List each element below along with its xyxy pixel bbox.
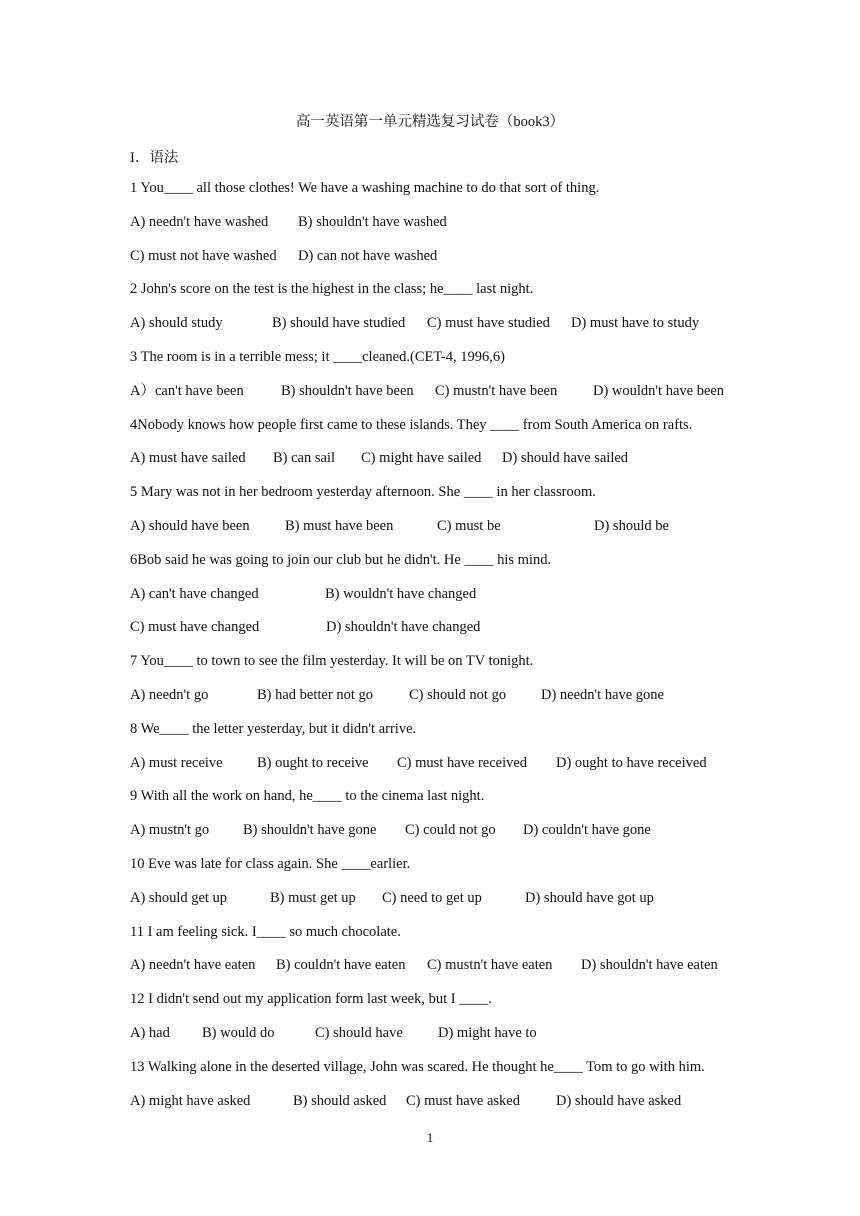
option-c: C) mustn't have eaten <box>427 957 553 974</box>
question-stem: 11 I am feeling sick. I____ so much chocolate. <box>130 923 401 940</box>
option-row <box>130 685 750 719</box>
option-a: A) should get up <box>130 889 228 906</box>
option-d: D) ought to have received <box>556 754 707 771</box>
question-stem: 8 We____ the letter yesterday, but it didn't arrive. <box>130 720 417 737</box>
question-stem: 6Bob said he was going to join our club but he didn't. He ____ his mind. <box>130 551 552 568</box>
question-stem: 7 You____ to town to see the film yesterday. It will be on TV tonight. <box>130 653 534 670</box>
option-a: A）can't have been <box>130 382 244 399</box>
option-row <box>130 753 750 787</box>
option-b: B) should asked <box>293 1092 387 1109</box>
option-row <box>130 246 750 280</box>
option-a: A) might have asked <box>130 1092 251 1109</box>
option-d: D) shouldn't have eaten <box>581 957 718 974</box>
option-row <box>130 212 750 246</box>
option-d: D) might have to <box>438 1024 537 1041</box>
option-row <box>130 888 750 922</box>
option-row <box>130 1023 750 1057</box>
option-row <box>130 313 750 347</box>
option-a: A) must receive <box>130 754 223 771</box>
option-c: C) must be <box>437 517 501 534</box>
question-stem: 13 Walking alone in the deserted village, John was scared. He thought he____ Tom to go with him. <box>130 1058 705 1075</box>
option-a: A) must have sailed <box>130 450 246 467</box>
option-b: B) should have studied <box>272 315 406 332</box>
option-d: D) should have sailed <box>502 450 629 467</box>
option-a: A) needn't have eaten <box>130 957 256 974</box>
section-heading: I．语法 <box>130 150 179 166</box>
option-b: B) couldn't have eaten <box>276 957 406 974</box>
option-d: D) needn't have gone <box>541 686 664 703</box>
option-c: C) should have <box>315 1024 403 1041</box>
option-d: D) must have to study <box>571 315 700 332</box>
option-d: D) shouldn't have changed <box>326 619 481 636</box>
option-c: C) must have asked <box>406 1092 520 1109</box>
option-b: B) shouldn't have been <box>281 382 414 399</box>
option-b: B) had better not go <box>257 686 373 703</box>
option-c: C) need to get up <box>382 889 482 906</box>
option-b: B) would do <box>202 1024 275 1041</box>
question-stem: 5 Mary was not in her bedroom yesterday afternoon. She ____ in her classroom. <box>130 484 596 501</box>
option-b: B) must have been <box>285 517 394 534</box>
option-c: C) must not have washed <box>130 247 277 264</box>
question-stem: 9 With all the work on hand, he____ to the cinema last night. <box>130 788 485 805</box>
option-row <box>130 1091 750 1125</box>
option-c: C) should not go <box>409 686 507 703</box>
option-d: D) should be <box>594 517 669 534</box>
option-a: A) should have been <box>130 517 250 534</box>
option-c: C) might have sailed <box>361 450 482 467</box>
option-c: C) could not go <box>405 822 496 839</box>
option-b: B) shouldn't have washed <box>298 213 447 230</box>
option-b: B) ought to receive <box>257 754 369 771</box>
option-c: C) must have studied <box>427 315 550 332</box>
option-c: C) must have changed <box>130 619 260 636</box>
option-c: C) mustn't have been <box>435 382 558 399</box>
question-stem: 12 I didn't send out my application form last week, but I ____. <box>130 991 492 1008</box>
option-row <box>130 584 750 618</box>
option-b: B) wouldn't have changed <box>325 585 477 602</box>
option-row <box>130 955 750 989</box>
question-stem: 3 The room is in a terrible mess; it ____cleaned.(CET-4, 1996,6) <box>130 348 505 365</box>
option-a: A) had <box>130 1024 170 1041</box>
option-d: D) can not have washed <box>298 247 438 264</box>
option-b: B) must get up <box>270 889 356 906</box>
option-row <box>130 381 750 415</box>
option-a: A) needn't have washed <box>130 213 269 230</box>
question-stem: 4Nobody knows how people first came to these islands. They ____ from South America on rafts. <box>130 416 693 433</box>
option-a: A) should study <box>130 315 223 332</box>
page-title: 高一英语第一单元精选复习试卷（book3） <box>295 114 565 130</box>
option-d: D) wouldn't have been <box>593 382 725 399</box>
option-a: A) needn't go <box>130 686 209 703</box>
option-row <box>130 617 750 651</box>
option-row <box>130 448 750 482</box>
option-row <box>130 516 750 550</box>
question-stem: 10 Eve was late for class again. She ____earlier. <box>130 855 411 872</box>
question-stem: 2 John's score on the test is the highest in the class; he____ last night. <box>130 281 534 298</box>
option-d: D) should have got up <box>525 889 654 906</box>
option-b: B) shouldn't have gone <box>243 822 377 839</box>
option-a: A) mustn't go <box>130 822 210 839</box>
option-a: A) can't have changed <box>130 585 259 602</box>
page-number: 1 <box>426 1130 434 1145</box>
option-d: D) couldn't have gone <box>523 822 651 839</box>
question-stem: 1 You____ all those clothes! We have a washing machine to do that sort of thing. <box>130 180 600 196</box>
option-row <box>130 820 750 854</box>
option-b: B) can sail <box>273 450 336 467</box>
question-list <box>130 178 750 1124</box>
option-d: D) should have asked <box>556 1092 682 1109</box>
option-c: C) must have received <box>397 754 528 771</box>
